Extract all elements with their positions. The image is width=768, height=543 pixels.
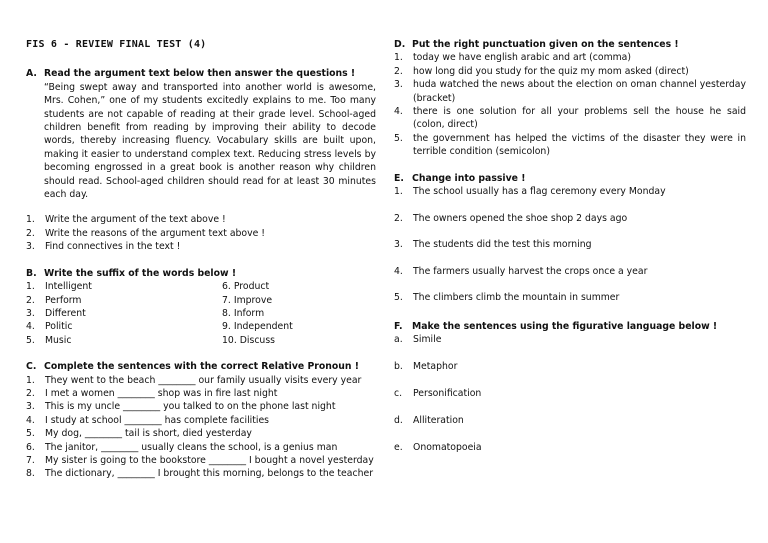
- suffix-word-list: [26, 280, 376, 347]
- page-title: FIS 6 - REVIEW FINAL TEST (4): [26, 39, 207, 50]
- sentence-item: 7. My sister is going to the bookstore ________ I bought a novel yesterday: [26, 454, 374, 466]
- section-a-heading: [26, 67, 376, 80]
- section-f-letter: F.: [394, 321, 403, 333]
- section-b-letter: B.: [26, 267, 37, 279]
- sentence-item: 1. They went to the beach ________ our family usually visits every year: [26, 374, 362, 386]
- section-d-title: Put the right punctuation given on the sentences !: [412, 39, 679, 50]
- punctuation-list: [394, 51, 746, 158]
- section-a-title: Read the argument text below then answer the questions !: [44, 68, 356, 80]
- suffix-row: 2. Perform 7. Improve: [26, 294, 273, 306]
- sentence-item: 2. The owners opened the shoe shop 2 days ago: [394, 212, 628, 224]
- section-b-heading: [26, 267, 376, 280]
- sentence-item: 2. how long did you study for the quiz my mom asked (direct): [394, 65, 689, 77]
- figurative-item: a. Simile: [394, 334, 442, 346]
- sentence-item: 3. huda watched the news about the election on oman channel yesterday (bracket): [394, 79, 746, 104]
- question-item: 3. Find connectives in the text !: [26, 241, 181, 253]
- sentence-item: 1. The school usually has a flag ceremony every Monday: [394, 186, 666, 198]
- section-a-letter: A.: [26, 68, 37, 80]
- figurative-item: b. Metaphor: [394, 361, 458, 373]
- sentence-item: 2. I met a women ________ shop was in fire last night: [26, 387, 278, 399]
- sentence-item: 3. This is my uncle ________ you talked to on the phone last night: [26, 401, 336, 413]
- section-c-title: Complete the sentences with the correct Relative Pronoun !: [44, 361, 359, 373]
- sentence-item: 5. The climbers climb the mountain in summer: [394, 292, 620, 304]
- figurative-item: e. Onomatopoeia: [394, 441, 482, 453]
- passive-list: [394, 185, 746, 305]
- section-e-letter: E.: [394, 172, 404, 184]
- section-d-letter: D.: [394, 39, 406, 50]
- sentence-item: 1. today we have english arabic and art (comma): [394, 52, 632, 64]
- figurative-item: c. Personification: [394, 388, 482, 400]
- figurative-item: d. Alliteration: [394, 414, 464, 426]
- section-f-title: Make the sentences using the figurative language below !: [412, 321, 718, 333]
- figurative-language-list: [394, 333, 746, 454]
- sentence-item: 8. The dictionary, ________ I brought this morning, belongs to the teacher: [26, 468, 374, 480]
- suffix-row: 3. Different 8. Inform: [26, 307, 265, 319]
- sentence-item: 6. The janitor, ________ usually cleans the school, is a genius man: [26, 441, 338, 453]
- question-item: 1. Write the argument of the text above !: [26, 214, 226, 226]
- right-column: [394, 38, 746, 467]
- section-a-questions: [26, 213, 376, 253]
- argument-passage: “Being swept away and transported into another world is awesome, Mrs. Cohen,” one of my students excitedly explains to me. Too many students are not capable of reading at their grade level. School-aged children benefit from reading by improving their ability to decode words, thereby increasing fluency. Vocabulary skills are built upon, making it easier to understand complex text. Reducing stress levels by becoming engrossed in a great book is another reason why children should read. School-aged children should read for at least 30 minutes each day.: [44, 81, 376, 201]
- sentence-item: 4. I study at school ________ has complete facilities: [26, 414, 270, 426]
- suffix-row: 1. Intelligent 6. Product: [26, 281, 270, 293]
- section-e-heading: [394, 172, 746, 185]
- sentence-item: 4. The farmers usually harvest the crops once a year: [394, 265, 648, 277]
- suffix-row: 4. Politic 9. Independent: [26, 321, 293, 333]
- sentence-item: 5. My dog, ________ tail is short, died yesterday: [26, 428, 252, 440]
- left-column: [26, 38, 376, 481]
- section-b-title: Write the suffix of the words below !: [44, 267, 237, 279]
- relative-pronoun-list: [26, 374, 376, 481]
- suffix-row: 5. Music 10. Discuss: [26, 334, 276, 346]
- section-f-heading: [394, 320, 746, 333]
- section-e-title: Change into passive !: [412, 172, 526, 184]
- section-d-heading: [394, 38, 746, 51]
- question-item: 2. Write the reasons of the argument text above !: [26, 227, 266, 239]
- section-c-heading: [26, 360, 376, 373]
- sentence-item: 4. there is one solution for all your problems sell the house he said (colon, direct): [394, 106, 746, 131]
- section-c-letter: C.: [26, 361, 37, 373]
- sentence-item: 3. The students did the test this morning: [394, 239, 592, 251]
- sentence-item: 5. the government has helped the victims of the disaster they were in terrible condition (semicolon): [394, 132, 746, 158]
